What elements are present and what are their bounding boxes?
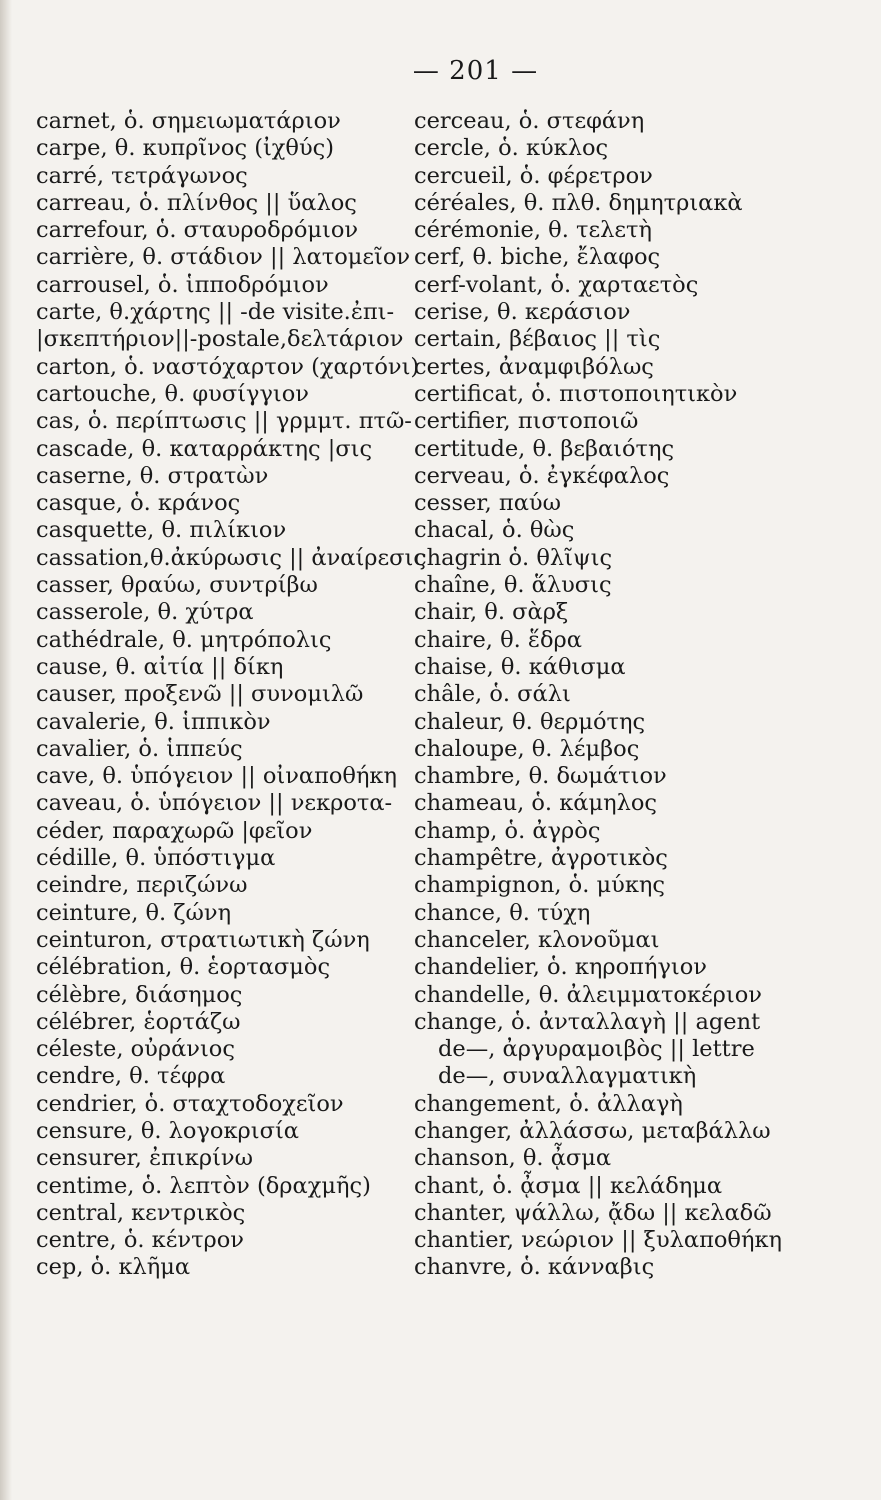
dictionary-entry: cave, θ. ὑπόγειον || οἰναποθήκη bbox=[36, 763, 397, 790]
dictionary-entry: cascade, θ. καταρράκτης |σις bbox=[36, 435, 373, 462]
dictionary-entry: cause, θ. αἰτία || δίκη bbox=[36, 653, 284, 680]
dictionary-entry: change, ὁ. ἀνταλλαγὴ || agent bbox=[414, 1008, 761, 1035]
dictionary-entry: carreau, ὁ. πλίνθος || ὕαλος bbox=[36, 189, 357, 216]
dictionary-entry: cerise, θ. κεράσιον bbox=[414, 299, 631, 326]
dictionary-entry: cerf, θ. biche, ἔλαφος bbox=[414, 244, 661, 271]
dictionary-entry: cercueil, ὁ. φέρετρον bbox=[414, 162, 653, 189]
dictionary-entry: célèbre, διάσημος bbox=[36, 981, 243, 1008]
dictionary-entry: chanvre, ὁ. κάνναβις bbox=[414, 1254, 655, 1281]
dictionary-entry: carpe, θ. κυπρῖνος (ἰχθύς) bbox=[36, 135, 335, 162]
dictionary-entry: casser, θραύω, συντρίβω bbox=[36, 572, 318, 599]
dictionary-entry: châle, ὁ. σάλι bbox=[414, 681, 571, 708]
dictionary-entry: chambre, θ. δωμάτιον bbox=[414, 763, 667, 790]
dictionary-entry: cavalerie, θ. ἱππικὸν bbox=[36, 708, 271, 735]
dictionary-entry: chacal, ὁ. θὼς bbox=[414, 517, 575, 544]
dictionary-entry: caveau, ὁ. ὑπόγειον || νεκροτα- bbox=[36, 790, 393, 817]
dictionary-entry: ceinture, θ. ζώνη bbox=[36, 899, 232, 926]
dictionary-entry: certes, ἀναμφιβόλως bbox=[414, 353, 654, 380]
dictionary-entry: centime, ὁ. λεπτὸν (δραχμῆς) bbox=[36, 1172, 371, 1199]
dictionary-entry: carré, τετράγωνος bbox=[36, 162, 248, 189]
dictionary-entry: carnet, ὁ. σημειωματάριον bbox=[36, 108, 341, 134]
dictionary-entry: cassation,θ.ἀκύρωσις || ἀναίρεσις bbox=[36, 544, 426, 571]
dictionary-entry: chaîne, θ. ἅλυσις bbox=[414, 572, 612, 599]
dictionary-entry: cérémonie, θ. τελετὴ bbox=[414, 217, 652, 244]
dictionary-entry: carte, θ.χάρτης || -de visite.ἐπι- bbox=[36, 299, 395, 326]
dictionary-entry: chantier, νεώριον || ξυλαποθήκη bbox=[414, 1227, 782, 1254]
dictionary-entry: de—, συναλλαγματικὴ bbox=[438, 1063, 697, 1090]
dictionary-entry: casque, ὁ. κράνος bbox=[36, 490, 241, 517]
dictionary-entry: caserne, θ. στρατὼν bbox=[36, 462, 269, 489]
dictionary-entry: chant, ὁ. ᾆσμα || κελάδημα bbox=[414, 1172, 723, 1199]
dictionary-entry: cendrier, ὁ. σταχτοδοχεῖον bbox=[36, 1090, 344, 1117]
dictionary-entry: champignon, ὁ. μύκης bbox=[414, 872, 665, 899]
dictionary-entry: certifier, πιστοποιῶ bbox=[414, 408, 639, 435]
dictionary-entry: centre, ὁ. κέντρον bbox=[36, 1227, 244, 1254]
dictionary-entry: chaise, θ. κάθισμα bbox=[414, 653, 626, 680]
dictionary-entry: chandelle, θ. ἀλειμματοκέριον bbox=[414, 981, 762, 1008]
dictionary-entry: chandelier, ὁ. κηροπήγιον bbox=[414, 954, 707, 981]
dictionary-entry: changer, ἀλλάσσω, μεταβάλλω bbox=[414, 1117, 771, 1144]
dictionary-entry: cercle, ὁ. κύκλος bbox=[414, 135, 609, 162]
dictionary-entry: céréales, θ. πλθ. δημητριακὰ bbox=[414, 189, 743, 216]
dictionary-entry: chanter, ψάλλω, ᾄδω || κελαδῶ bbox=[414, 1199, 772, 1226]
dictionary-entry: censurer, ἐπικρίνω bbox=[36, 1145, 253, 1172]
dictionary-entry: certificat, ὁ. πιστοποιητικὸν bbox=[414, 380, 738, 407]
dictionary-entry: chair, θ. σὰρξ bbox=[414, 599, 569, 626]
dictionary-entry: censure, θ. λογοκρισία bbox=[36, 1117, 299, 1144]
dictionary-entry: chanson, θ. ᾆσμα bbox=[414, 1145, 612, 1172]
dictionary-entry: certitude, θ. βεβαιότης bbox=[414, 435, 675, 462]
dictionary-entry: cas, ὁ. περίπτωσις || γρμμτ. πτῶ- bbox=[36, 408, 412, 435]
page-number: — 201 — bbox=[412, 56, 539, 86]
dictionary-entry: carrefour, ὁ. σταυροδρόμιον bbox=[36, 217, 359, 244]
dictionary-entry: cathédrale, θ. μητρόπολις bbox=[36, 626, 332, 653]
dictionary-entry: ceindre, περιζώνω bbox=[36, 872, 248, 899]
dictionary-entry: chaloupe, θ. λέμβος bbox=[414, 735, 640, 762]
dictionary-entry: chaire, θ. ἕδρα bbox=[414, 626, 582, 653]
dictionary-entry: |σκεπτήριον||-postale,δελτάριον bbox=[36, 326, 404, 353]
dictionary-entry: changement, ὁ. ἀλλαγὴ bbox=[414, 1090, 683, 1117]
dictionary-entry: céder, παραχωρῶ |φεῖον bbox=[36, 817, 313, 844]
dictionary-entry: cerf-volant, ὁ. χαρταετὸς bbox=[414, 271, 699, 298]
dictionary-entry: de—, ἀργυραμοιβὸς || lettre bbox=[438, 1036, 755, 1063]
dictionary-entry: casserole, θ. χύτρα bbox=[36, 599, 254, 626]
dictionary-entry: central, κεντρικὸς bbox=[36, 1199, 246, 1226]
dictionary-entry: chance, θ. τύχη bbox=[414, 899, 591, 926]
dictionary-entry: cartouche, θ. φυσίγγιον bbox=[36, 380, 309, 407]
dictionary-entry: champ, ὁ. ἀγρὸς bbox=[414, 817, 601, 844]
dictionary-entry: cerveau, ὁ. ἐγκέφαλος bbox=[414, 462, 670, 489]
dictionary-entry: cendre, θ. τέφρα bbox=[36, 1063, 226, 1090]
dictionary-entry: certain, βέβαιος || τὶς bbox=[414, 326, 661, 353]
dictionary-entry: chaleur, θ. θερμότης bbox=[414, 708, 646, 735]
dictionary-entry: cerceau, ὁ. στεφάνη bbox=[414, 108, 645, 134]
dictionary-entry: cesser, παύω bbox=[414, 490, 561, 517]
dictionary-entry: cep, ὁ. κλῆμα bbox=[36, 1254, 191, 1281]
dictionary-entry: chameau, ὁ. κάμηλος bbox=[414, 790, 657, 817]
dictionary-entry: carrière, θ. στάδιον || λατομεῖον bbox=[36, 244, 411, 271]
dictionary-entry: carrousel, ὁ. ἱπποδρόμιον bbox=[36, 271, 329, 298]
left-column bbox=[36, 108, 426, 1282]
dictionary-entry: carton, ὁ. ναστόχαρτον (χαρτόνι) bbox=[36, 353, 420, 380]
dictionary-entry: casquette, θ. πιλίκιον bbox=[36, 517, 287, 544]
page-edge bbox=[0, 0, 12, 1500]
dictionary-entry: célébration, θ. ἑορτασμὸς bbox=[36, 954, 331, 981]
dictionary-entry: chanceler, κλονοῦμαι bbox=[414, 926, 660, 953]
dictionary-entry: ceinturon, στρατιωτικὴ ζώνη bbox=[36, 926, 370, 953]
dictionary-entry: chagrin ὁ. θλῖψις bbox=[414, 544, 613, 571]
dictionary-entry: célébrer, ἑορτάζω bbox=[36, 1008, 241, 1035]
right-column bbox=[414, 108, 864, 1282]
dictionary-entry: céleste, οὐράνιος bbox=[36, 1036, 235, 1063]
dictionary-entry: cavalier, ὁ. ἱππεύς bbox=[36, 735, 243, 762]
dictionary-entry: causer, προξενῶ || συνομιλῶ bbox=[36, 681, 364, 708]
dictionary-entry: champêtre, ἀγροτικὸς bbox=[414, 845, 668, 872]
dictionary-entry: cédille, θ. ὑπόστιγμα bbox=[36, 845, 276, 872]
